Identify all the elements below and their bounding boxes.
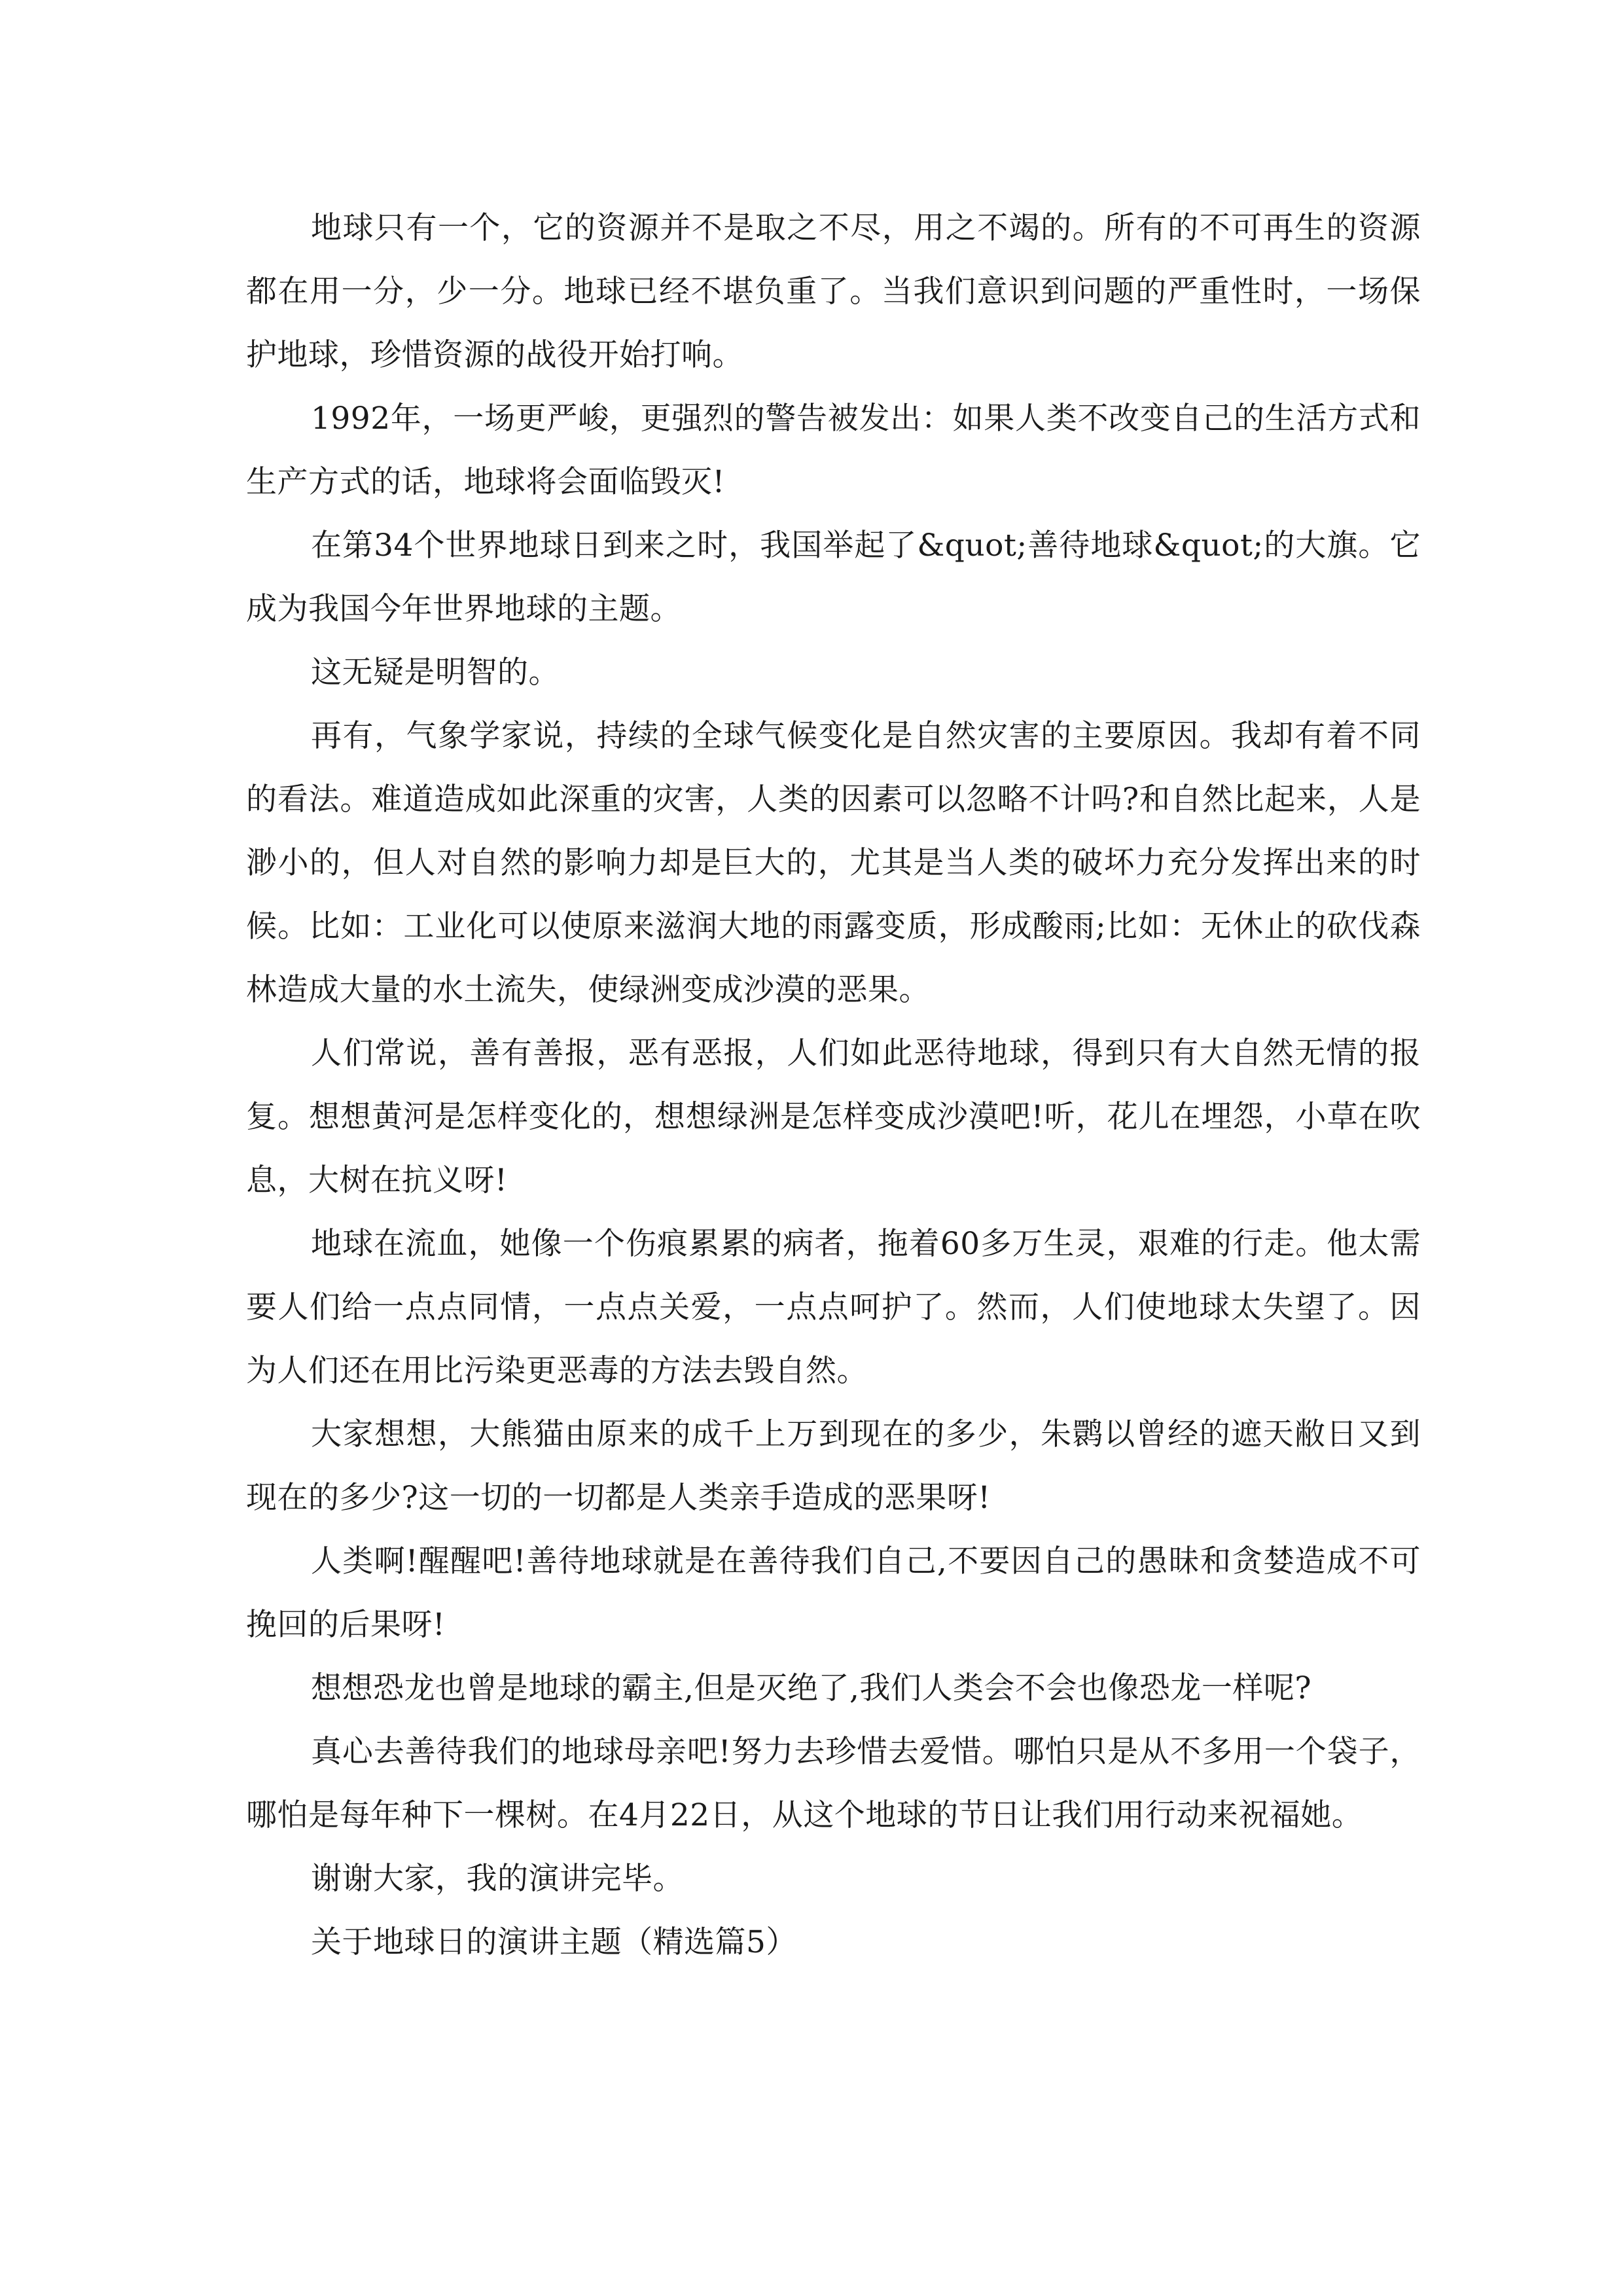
paragraph: 这无疑是明智的。 <box>311 655 560 691</box>
paragraph: 想想恐龙也曾是地球的霸主,但是灭绝了,我们人类会不会也像恐龙一样呢? <box>311 1670 1312 1706</box>
paragraph: 地球在流血，她像一个伤痕累累的病者，拖着60多万生灵，艰难的行走。他太需要人们给一点点同情，一点点关爱，一点点呵护了。然而，人们使地球太失望了。因为人们还在用比污染更恶毒的方法去毁自然。 <box>246 1226 1421 1389</box>
paragraph: 在第34个世界地球日到来之时，我国举起了&quot;善待地球&quot;的大旗。它成为我国今年世界地球的主题。 <box>246 528 1421 627</box>
paragraph: 地球只有一个，它的资源并不是取之不尽，用之不竭的。所有的不可再生的资源都在用一分，少一分。地球已经不堪负重了。当我们意识到问题的严重性时，一场保护地球，珍惜资源的战役开始打响。 <box>246 210 1421 373</box>
paragraph: 人们常说，善有善报，恶有恶报，人们如此恶待地球，得到只有大自然无情的报复。想想黄河是怎样变化的，想想绿洲是怎样变成沙漠吧!听，花儿在埋怨，小草在吹息，大树在抗义呀! <box>246 1035 1421 1198</box>
paragraph: 再有，气象学家说，持续的全球气候变化是自然灾害的主要原因。我却有着不同的看法。难道造成如此深重的灾害，人类的因素可以忽略不计吗?和自然比起来，人是渺小的，但人对自然的影响力却是巨大的，尤其是当人类的破坏力充分发挥出来的时候。比如：工业化可以使原来滋润大地的雨露变质，形成酸雨;比如：无休止的砍伐森林造成大量的水土流失，使绿洲变成沙漠的恶果。 <box>246 718 1421 1008</box>
paragraph: 人类啊!醒醒吧!善待地球就是在善待我们自己,不要因自己的愚昧和贪婪造成不可挽回的后果呀! <box>246 1543 1421 1643</box>
paragraph: 1992年，一场更严峻，更强烈的警告被发出：如果人类不改变自己的生活方式和生产方式的话，地球将会面临毁灭! <box>246 401 1421 500</box>
paragraph: 谢谢大家，我的演讲完毕。 <box>311 1861 684 1897</box>
section-heading: 关于地球日的演讲主题（精选篇5） <box>311 1924 797 1960</box>
document-body <box>246 196 1421 1974</box>
paragraph: 大家想想，大熊猫由原来的成千上万到现在的多少，朱鹮以曾经的遮天敝日又到现在的多少?这一切的一切都是人类亲手造成的恶果呀! <box>246 1416 1421 1516</box>
paragraph: 真心去善待我们的地球母亲吧!努力去珍惜去爱惜。哪怕只是从不多用一个袋子，哪怕是每年种下一棵树。在4月22日，从这个地球的节日让我们用行动来祝福她。 <box>246 1734 1421 1833</box>
